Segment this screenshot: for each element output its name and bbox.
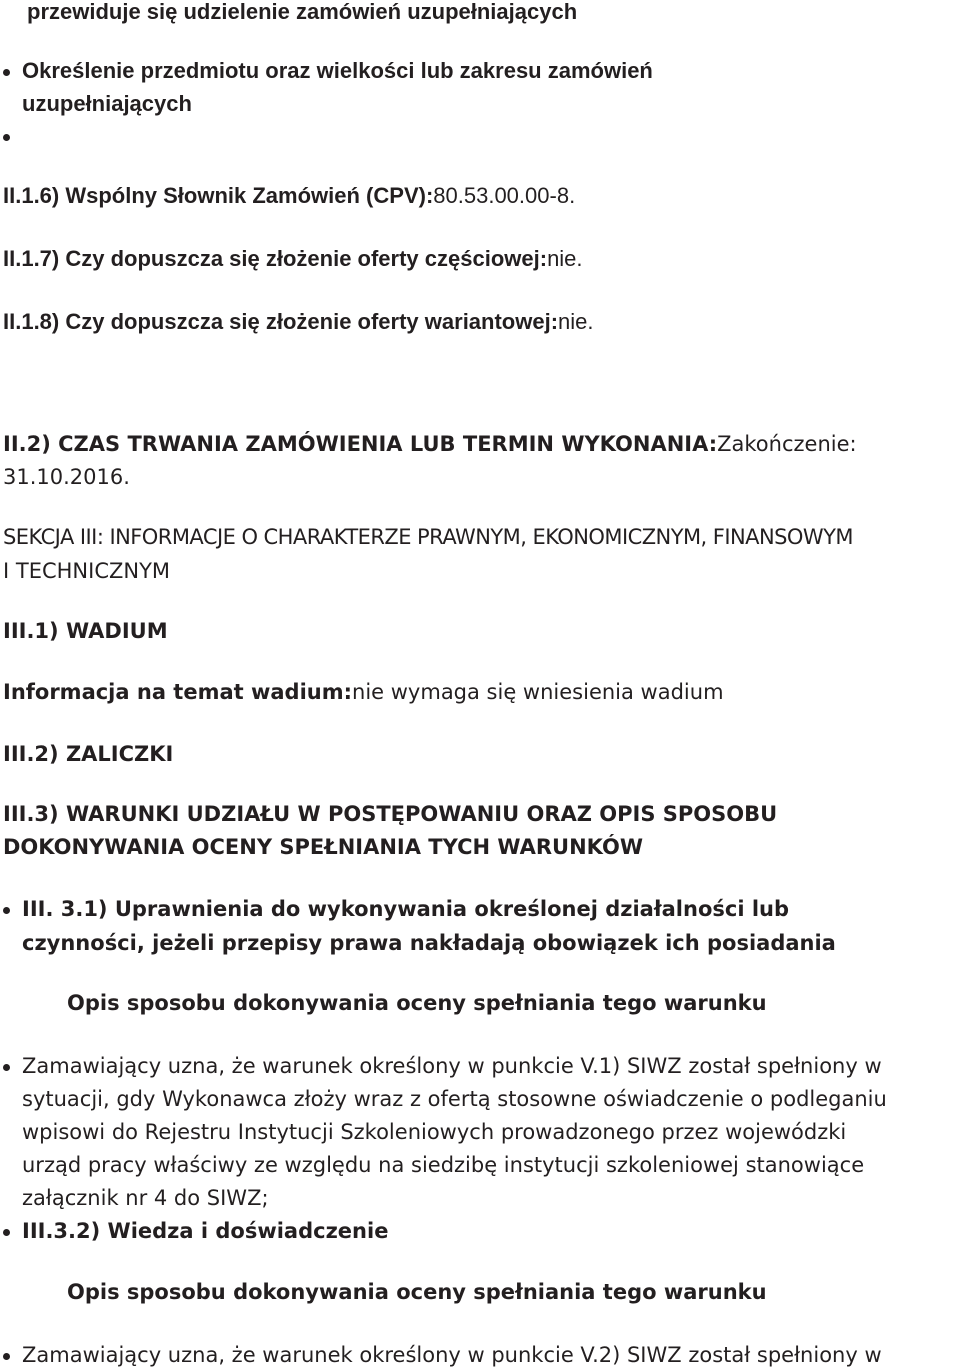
bullet-icon bbox=[3, 69, 10, 76]
section3-heading-line-2: I TECHNICZNYM bbox=[3, 559, 171, 583]
condition2-description-line-1: Zamawiający uzna, że warunek określony w punkcie V.2) SIWZ został spełniony w bbox=[22, 1343, 882, 1367]
condition1-description-line-2: sytuacji, gdy Wykonawca złoży wraz z ofertą stosowne oświadczenie o podleganiu bbox=[22, 1087, 887, 1111]
bullet-icon bbox=[3, 1064, 10, 1071]
wadium-info-label: Informacja na temat wadium: bbox=[3, 680, 353, 704]
conditions-heading-line-2: DOKONYWANIA OCENY SPEŁNIANIA TYCH WARUNKÓW bbox=[3, 835, 644, 859]
cpv-line bbox=[3, 180, 575, 212]
condition1-description-title: Opis sposobu dokonywania oceny spełniania tego warunku bbox=[67, 991, 767, 1015]
variant-offer-label: II.1.8) Czy dopuszcza się złożenie oferty wariantowej: bbox=[3, 309, 559, 334]
wadium-heading: III.1) WADIUM bbox=[3, 619, 168, 643]
partial-offer-label: II.1.7) Czy dopuszcza się złożenie oferty częściowej: bbox=[3, 246, 548, 271]
condition1-description-line-4: urząd pracy właściwy ze względu na siedzibę instytucji szkoleniowej stanowiące bbox=[22, 1153, 865, 1177]
variant-offer-line bbox=[3, 306, 594, 338]
advances-heading: III.2) ZALICZKI bbox=[3, 742, 174, 766]
duration-value-prefix: Zakończenie: bbox=[717, 432, 857, 456]
duration-date: 31.10.2016. bbox=[3, 465, 130, 489]
wadium-info-line bbox=[3, 676, 724, 708]
duration-label: II.2) CZAS TRWANIA ZAMÓWIENIA LUB TERMIN WYKONANIA: bbox=[3, 432, 718, 456]
supplementary-line-2: uzupełniających bbox=[22, 91, 192, 116]
condition2-heading: III.3.2) Wiedza i doświadczenie bbox=[22, 1219, 389, 1243]
condition1-description-line-5: załącznik nr 4 do SIWZ; bbox=[22, 1186, 269, 1210]
condition1-line-2: czynności, jeżeli przepisy prawa nakładają obowiązek ich posiadania bbox=[22, 931, 836, 955]
partial-offer-line bbox=[3, 243, 583, 275]
condition1-line-1: III. 3.1) Uprawnienia do wykonywania określonej działalności lub bbox=[22, 897, 790, 921]
bullet-icon bbox=[3, 134, 10, 141]
condition1-description-line-3: wpisowi do Rejestru Instytucji Szkoleniowych prowadzonego przez wojewódzki bbox=[22, 1120, 847, 1144]
bullet-icon bbox=[3, 1353, 10, 1360]
supplementary-line-1: Określenie przedmiotu oraz wielkości lub zakresu zamówień bbox=[22, 58, 653, 83]
top-fragment-text: przewiduje się udzielenie zamówień uzupełniających bbox=[27, 0, 578, 24]
variant-offer-value: nie. bbox=[558, 309, 594, 334]
cpv-value: 80.53.00.00-8. bbox=[433, 183, 576, 208]
condition2-description-title: Opis sposobu dokonywania oceny spełniania tego warunku bbox=[67, 1280, 767, 1304]
partial-offer-value: nie. bbox=[547, 246, 583, 271]
conditions-heading-line-1: III.3) WARUNKI UDZIAŁU W POSTĘPOWANIU ORAZ OPIS SPOSOBU bbox=[3, 802, 778, 826]
wadium-info-value: nie wymaga się wniesienia wadium bbox=[352, 680, 724, 704]
bullet-icon bbox=[3, 907, 10, 914]
bullet-icon bbox=[3, 1229, 10, 1236]
cpv-label: II.1.6) Wspólny Słownik Zamówień (CPV): bbox=[3, 183, 434, 208]
condition1-description-line-1: Zamawiający uzna, że warunek określony w punkcie V.1) SIWZ został spełniony w bbox=[22, 1054, 882, 1078]
section3-heading-line-1: SEKCJA III: INFORMACJE O CHARAKTERZE PRAWNYM, EKONOMICZNYM, FINANSOWYM bbox=[3, 525, 853, 549]
duration-line bbox=[3, 428, 857, 460]
